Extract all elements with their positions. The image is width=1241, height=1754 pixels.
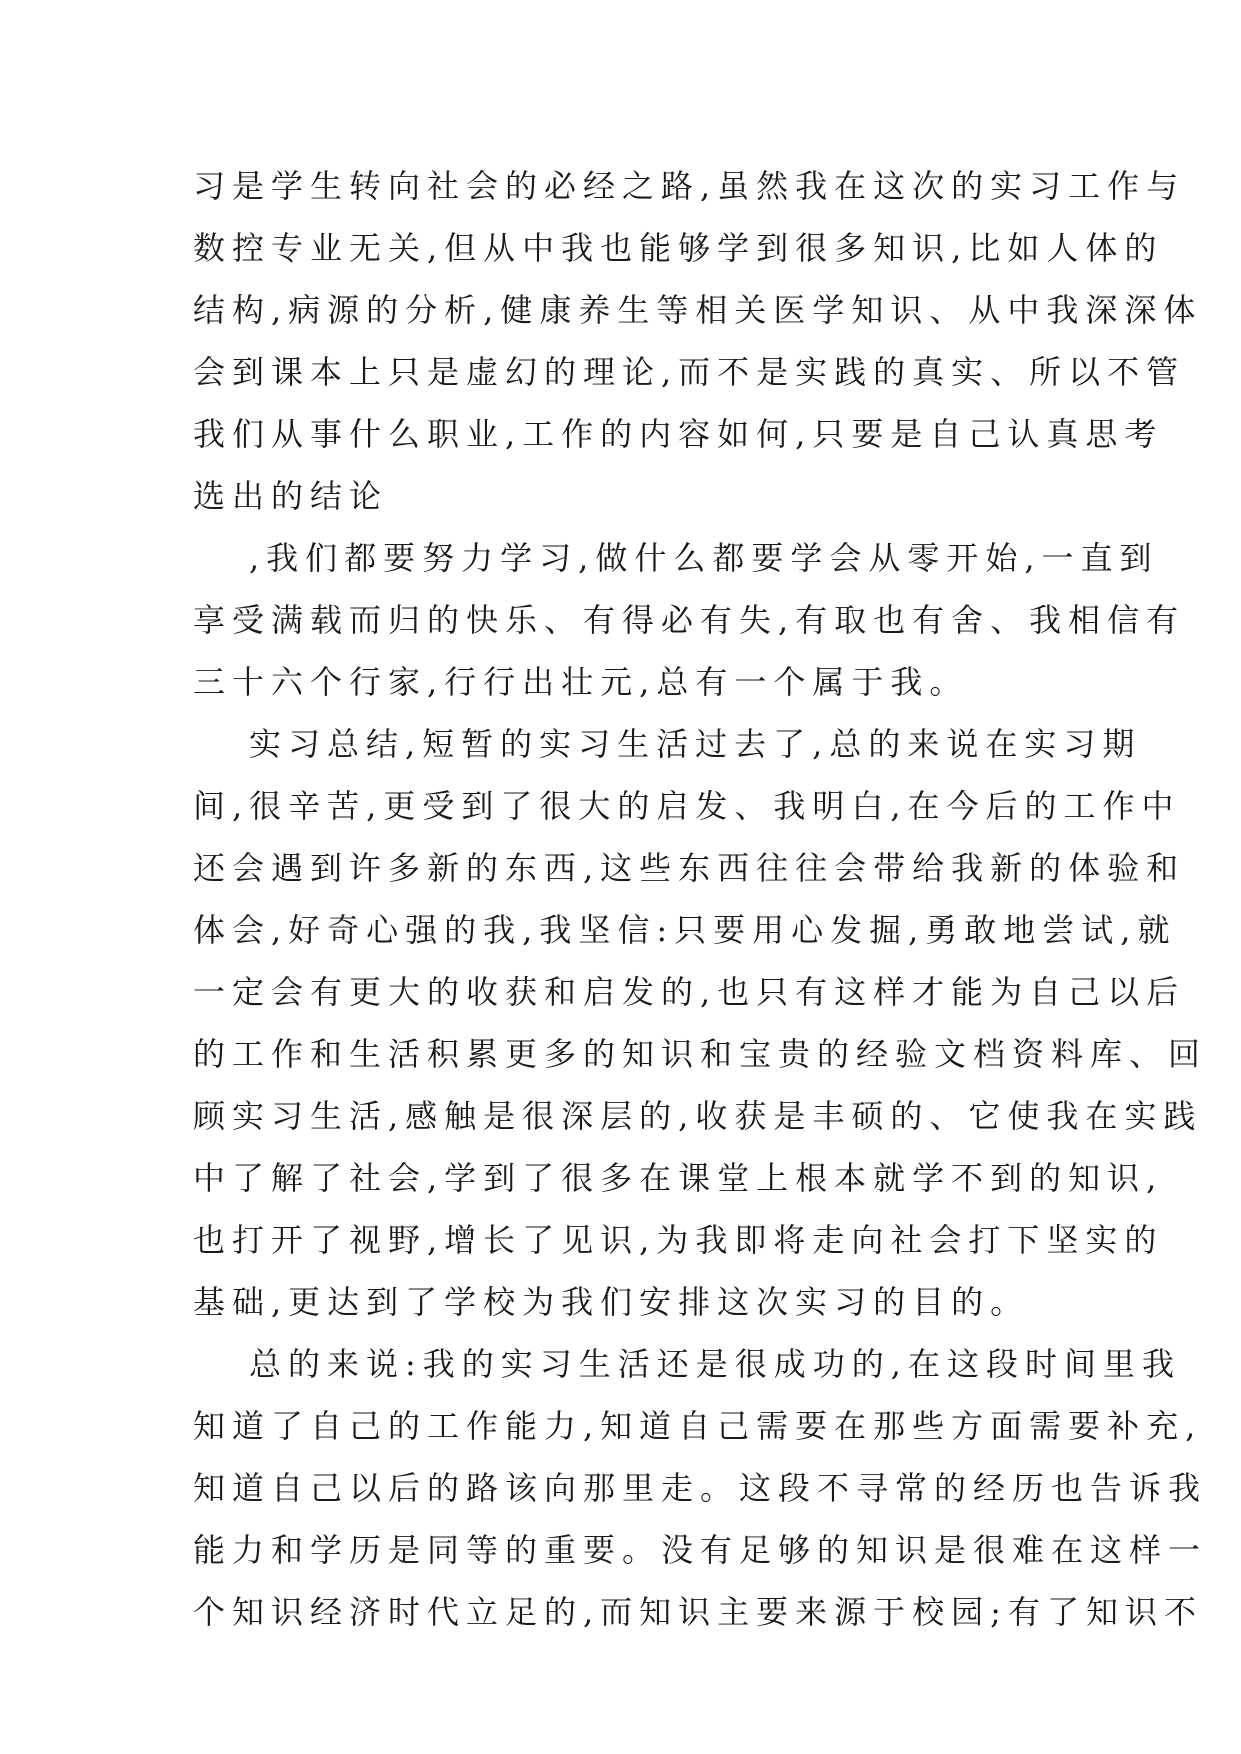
paragraph-start-line: ,我们都要努力学习,做什么都要学会从零开始,一直到 (249, 539, 1159, 577)
paragraph-start-line: 实习总结,短暂的实习生活过去了,总的来说在实习期 (249, 725, 1142, 763)
text-line: 基础,更达到了学校为我们安排这次实习的目的。 (193, 1283, 1030, 1321)
text-line: 享受满载而归的快乐、有得必有失,有取也有舍、我相信有 (193, 601, 1186, 639)
text-line: 体会,好奇心强的我,我坚信:只要用心发掘,勇敢地尝试,就 (193, 911, 1177, 949)
text-line: 一定会有更大的收获和启发的,也只有这样才能为自己以后 (193, 973, 1186, 1011)
text-line: 三十六个行家,行行出壮元,总有一个属于我。 (193, 663, 969, 701)
text-line: 结构,病源的分析,健康养生等相关医学知识、从中我深深体 (193, 291, 1203, 329)
text-line: 还会遇到许多新的东西,这些东西往往会带给我新的体验和 (193, 849, 1186, 887)
text-line: 选出的结论 (193, 477, 389, 515)
text-line: 的工作和生活积累更多的知识和宝贵的经验文档资料库、回 (193, 1035, 1208, 1073)
text-line: 数控专业无关,但从中我也能够学到很多知识,比如人体的 (193, 229, 1164, 267)
text-line: 知道了自己的工作能力,知道自己需要在那些方面需要补充, (193, 1407, 1203, 1445)
body-text (193, 155, 1208, 1643)
text-line: 能力和学历是同等的重要。没有足够的知识是很难在这样一 (193, 1531, 1208, 1569)
text-line: 间,很辛苦,更受到了很大的启发、我明白,在今后的工作中 (193, 787, 1181, 825)
text-line: 个知识经济时代立足的,而知识主要来源于校园;有了知识不 (193, 1593, 1203, 1631)
text-line: 知道自己以后的路该向那里走。这段不寻常的经历也告诉我 (193, 1469, 1208, 1507)
text-line: 我们从事什么职业,工作的内容如何,只要是自己认真思考 (193, 415, 1164, 453)
text-line: 中了解了社会,学到了很多在课堂上根本就学不到的知识, (193, 1159, 1164, 1197)
text-line: 顾实习生活,感触是很深层的,收获是丰硕的、它使我在实践 (193, 1097, 1203, 1135)
text-line: 会到课本上只是虚幻的理论,而不是实践的真实、所以不管 (193, 353, 1186, 391)
text-line: 习是学生转向社会的必经之路,虽然我在这次的实习工作与 (193, 167, 1186, 205)
text-line: 也打开了视野,增长了见识,为我即将走向社会打下坚实的 (193, 1221, 1164, 1259)
paragraph-start-line: 总的来说:我的实习生活还是很成功的,在这段时间里我 (249, 1345, 1181, 1383)
